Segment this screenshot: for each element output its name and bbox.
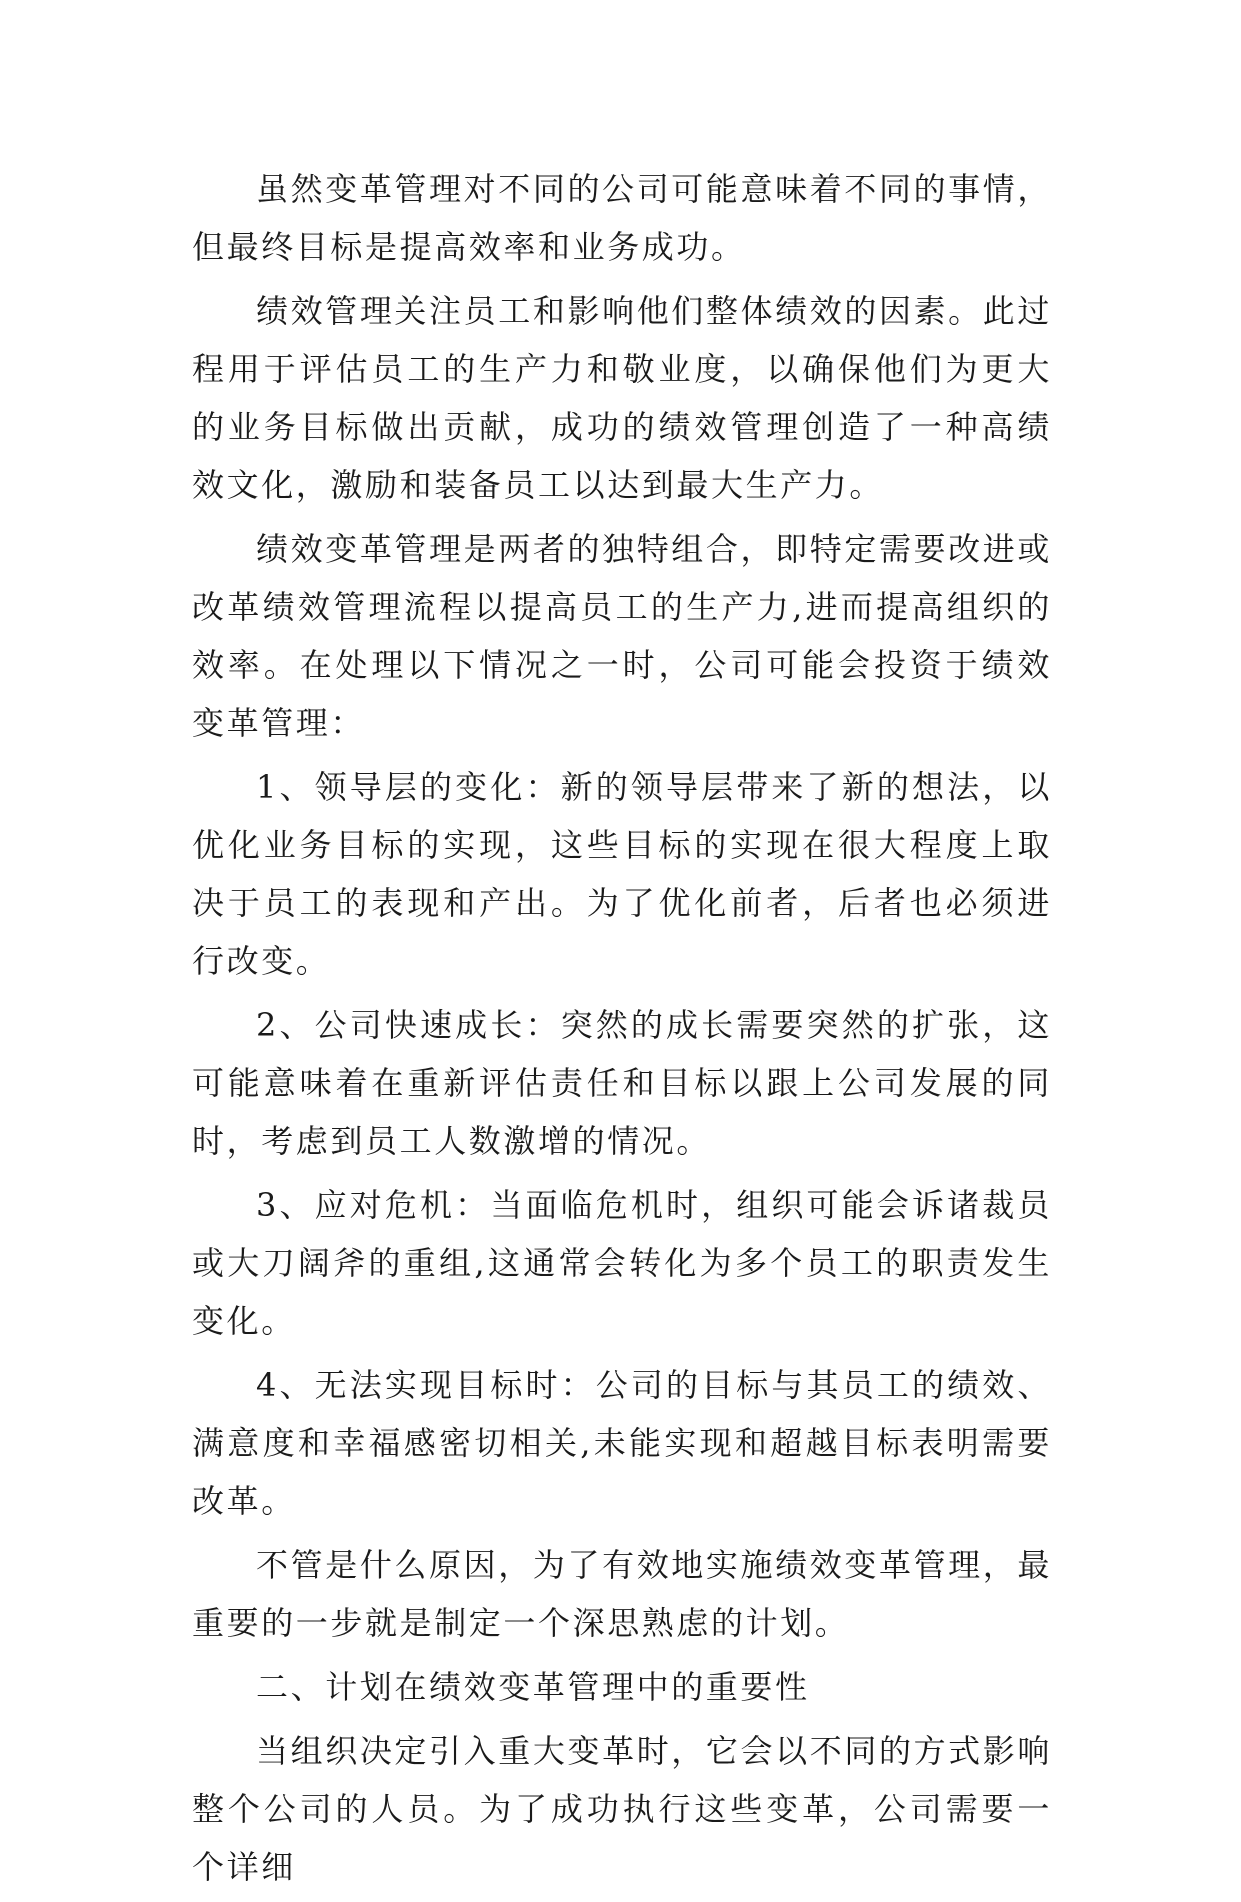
paragraph-rapid-growth: 2、公司快速成长：突然的成长需要突然的扩张，这可能意味着在重新评估责任和目标以跟上公司发展的同时，考虑到员工人数激增的情况。 bbox=[192, 1006, 1052, 1160]
paragraph-leadership-change: 1、领导层的变化：新的领导层带来了新的想法，以优化业务目标的实现，这些目标的实现在很大程度上取决于员工的表现和产出。为了优化前者，后者也必须进行改变。 bbox=[192, 768, 1052, 980]
section-heading: 二、计划在绩效变革管理中的重要性 bbox=[256, 1668, 810, 1706]
paragraph-closing: 当组织决定引入重大变革时，它会以不同的方式影响整个公司的人员。为了成功执行这些变革，公司需要一个详细 bbox=[192, 1732, 1052, 1886]
paragraph-performance-change-management: 绩效变革管理是两者的独特组合，即特定需要改进或改革绩效管理流程以提高员工的生产力,进而提高组织的效率。在处理以下情况之一时，公司可能会投资于绩效变革管理： bbox=[192, 530, 1052, 742]
document-body bbox=[192, 160, 1052, 1902]
paragraph-performance-management: 绩效管理关注员工和影响他们整体绩效的因素。此过程用于评估员工的生产力和敬业度，以确保他们为更大的业务目标做出贡献，成功的绩效管理创造了一种高绩效文化，激励和装备员工以达到最大生产力。 bbox=[192, 292, 1052, 504]
paragraph-plan-importance: 不管是什么原因，为了有效地实施绩效变革管理，最重要的一步就是制定一个深思熟虑的计划。 bbox=[192, 1546, 1052, 1642]
paragraph-change-management-goal: 虽然变革管理对不同的公司可能意味着不同的事情，但最终目标是提高效率和业务成功。 bbox=[192, 170, 1052, 266]
paragraph-goals-not-met: 4、无法实现目标时：公司的目标与其员工的绩效、满意度和幸福感密切相关,未能实现和超越目标表明需要改革。 bbox=[192, 1366, 1052, 1520]
paragraph-crisis-response: 3、应对危机：当面临危机时，组织可能会诉诸裁员或大刀阔斧的重组,这通常会转化为多个员工的职责发生变化。 bbox=[192, 1186, 1052, 1340]
